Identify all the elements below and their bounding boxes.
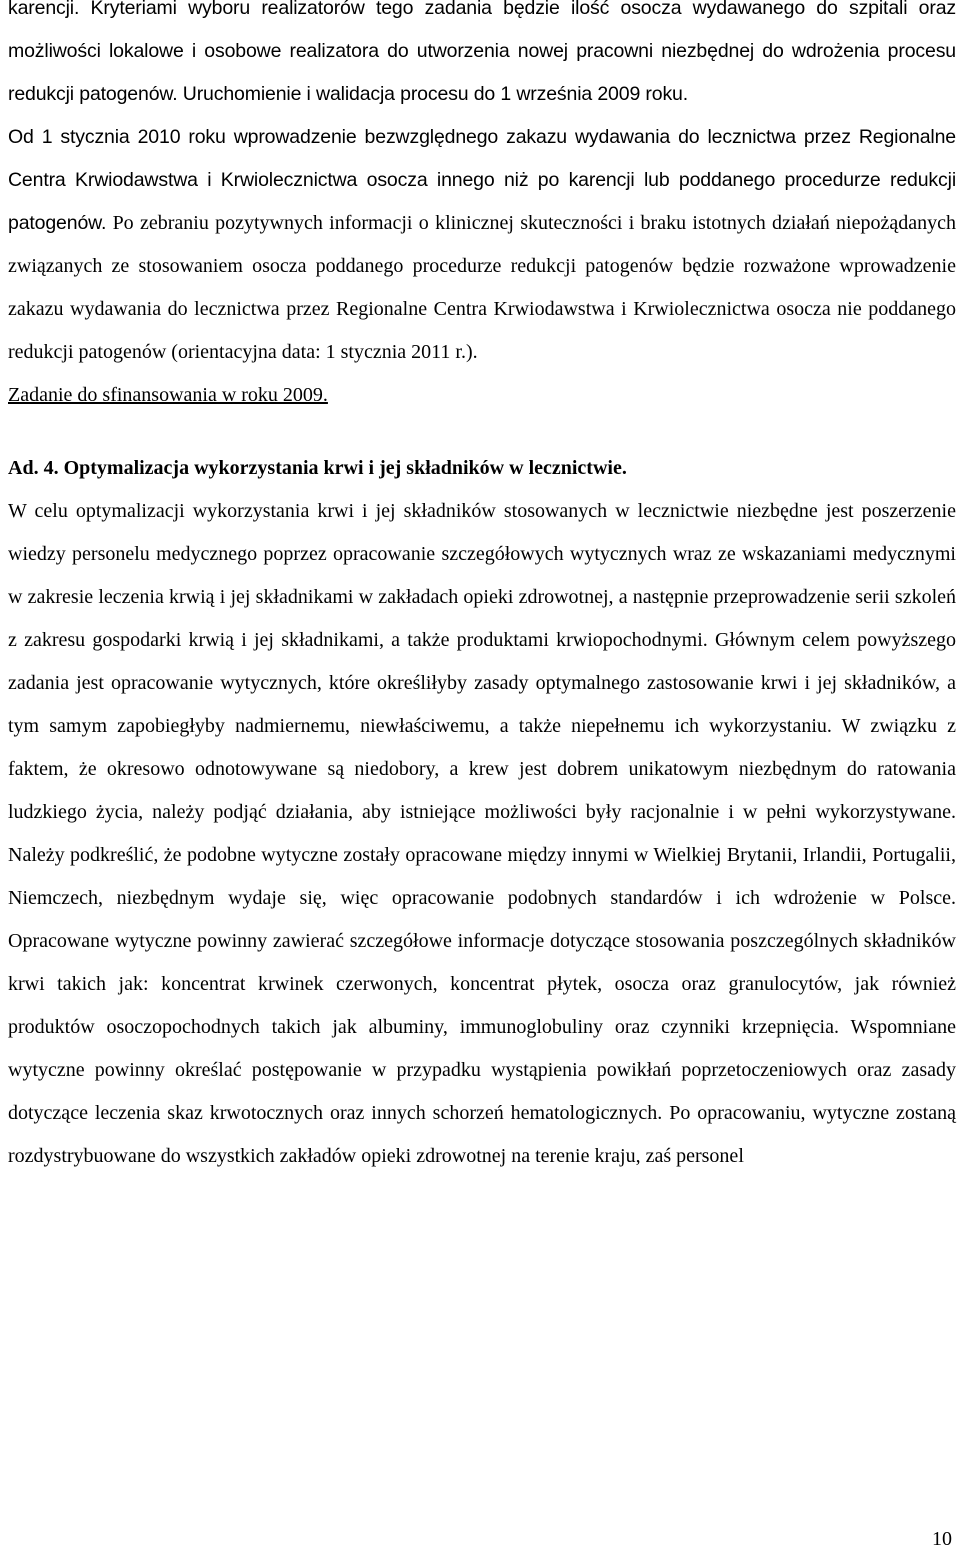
funding-note: Zadanie do sfinansowania w roku 2009. xyxy=(8,384,328,406)
paragraph-zakaz-2011: Po zebraniu pozytywnych informacji o klinicznej skuteczności i braku istotnych działań niepożądanych związanych ze stosowaniem osocza poddanego procedurze redukcji patogenów będzie rozważone wprowadzenie zakazu wydawania do lecznictwa przez Regionalne Centra Krwiodawstwa i Krwiolecznictwa osocza nie poddanego redukcji patogenów (orientacyjna data: 1 stycznia 2011 r.). xyxy=(8,212,956,363)
paragraph-zakaz-2010: Od 1 stycznia 2010 roku wprowadzenie bezwzględnego zakazu wydawania do lecznictwa przez Regionalne Centra Krwiodawstwa i Krwiolecznictwa osocza innego niż po karencji lub poddanego procedurze redukcji patogenów. xyxy=(8,126,956,234)
document-page xyxy=(8,0,956,1178)
paragraph-optymalizacja: W celu optymalizacji wykorzystania krwi i jej składników stosowanych w lecznictwie niezbędne jest poszerzenie wiedzy personelu medycznego poprzez opracowanie szczegółowych wytycznych wraz ze wskazaniami medycznymi w zakresie leczenia krwią i jej składnikami w zakładach opieki zdrowotnej, a następnie przeprowadzenie serii szkoleń z zakresu gospodarki krwią i jej składnikami, a także produktami krwiopochodnymi. Głównym celem powyższego zadania jest opracowanie wytycznych, które określiłyby zasady optymalnego zastosowanie krwi i jej składników, a tym samym zapobiegłyby nadmiernemu, niewłaściwemu, a także niepełnemu ich wykorzystaniu. W związku z faktem, że okresowo odnotowywane są niedobory, a krew jest dobrem unikatowym niezbędnym do ratowania ludzkiego życia, należy podjąć działania, aby istniejące możliwości były racjonalnie i w pełni wykorzystywane. Należy podkreślić, że podobne wytyczne zostały opracowane między innymi w Wielkiej Brytanii, Irlandii, Portugalii, Niemczech, niezbędnym wydaje się, więc opracowanie podobnych standardów i ich wdrożenie w Polsce. Opracowane wytyczne powinny zawierać szczegółowe informacje dotyczące stosowania poszczególnych składników krwi takich jak: koncentrat krwinek czerwonych, koncentrat płytek, osocza oraz granulocytów, jak również produktów osoczopochodnych takich jak albuminy, immunoglobuliny oraz czynniki krzepnięcia. Wspomniane wytyczne powinny określać postępowanie w przypadku wystąpienia powikłań poprzetoczeniowych oraz zasady dotyczące leczenia skaz krwotocznych oraz innych schorzeń hematologicznych. Po opracowaniu, wytyczne zostaną rozdystrybuowane do wszystkich zakładów opieki zdrowotnej na terenie kraju, zaś personel xyxy=(8,500,956,1167)
page-number: 10 xyxy=(932,1528,952,1550)
paragraph-zakaz xyxy=(8,116,956,374)
paragraph-karencja: karencji. Kryteriami wyboru realizatorów tego zadania będzie ilość osocza wydawanego do szpitali oraz możliwości lokalowe i osobowe realizatora do utworzenia nowej pracowni niezbędnej do wdrożenia procesu redukcji patogenów. Uruchomienie i walidacja procesu do 1 września 2009 roku. xyxy=(8,0,956,105)
section-heading: Ad. 4. Optymalizacja wykorzystania krwi i jej składników w lecznictwie. xyxy=(8,457,627,479)
